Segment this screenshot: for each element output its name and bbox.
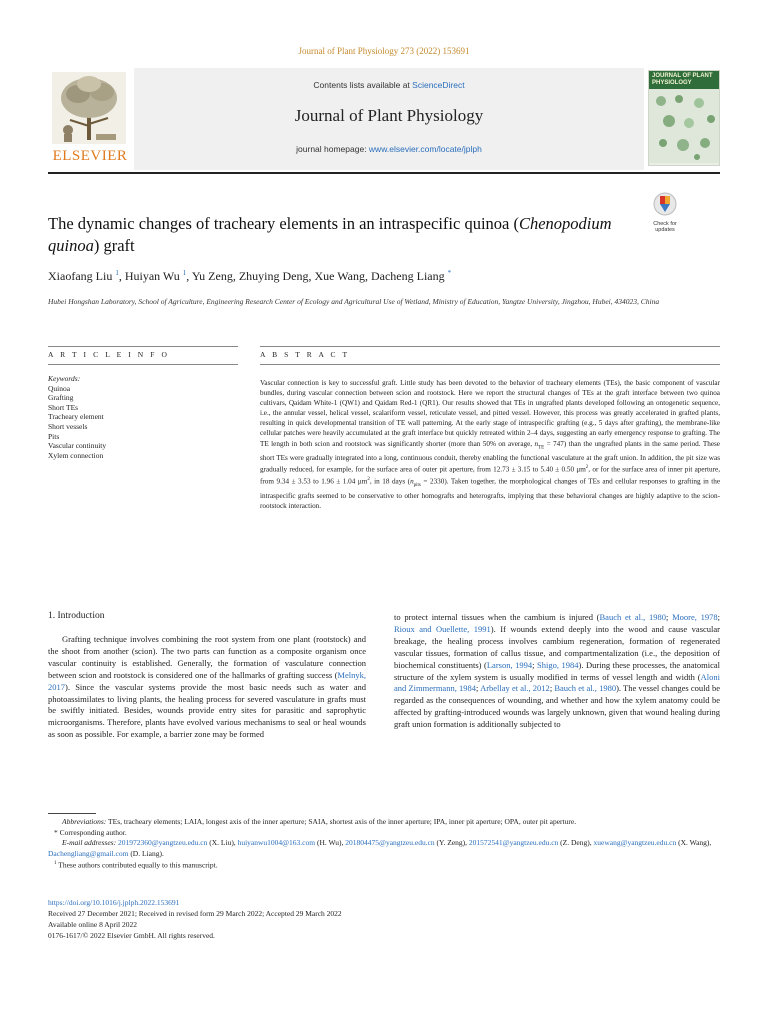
author[interactable]: Huiyan Wu $^1$ bbox=[124, 269, 187, 283]
title-species: Chenopodium quinoa bbox=[48, 214, 612, 255]
keyword: Tracheary element bbox=[48, 412, 104, 422]
available-online: Available online 8 April 2022 bbox=[48, 920, 138, 929]
email-link[interactable]: Dachengliang@gmail.com bbox=[48, 848, 129, 858]
equal-contribution-footnote: $^1$ These authors contributed equally to this manuscript. bbox=[54, 860, 218, 870]
publication-info bbox=[48, 897, 720, 941]
citation-link[interactable]: Rioux and Ouellette, 1991 bbox=[394, 623, 491, 634]
check-for-updates-badge[interactable] bbox=[649, 192, 681, 233]
author[interactable]: Zhuying Deng bbox=[238, 269, 309, 283]
abstract-text: Vascular connection is key to successful graft. Little study has been devoted to the behavior of tracheary elements (TEs), the basic component of vascular bundles, during vascular connection between scion and rootstock. Here we report the structural changes of TEs at the graft interface between two quinoa cultivars, Qaidam White-1 (QW1) and Qaidam Red-1 (QR1). Our results showed that TEs in ungrafted plants developed following an ontogenetic sequence, i.e., the annular vessel, helical vessel, scalariform vessel, reticulate vessel, and pitted vessel. However, this process was greatly accelerated in grafted plants, resulting in quick developmental transition of TE wall patterning. At the early stage of intraspecific grafting (e.g., 5 days after grafting), the membrane-like cellular patches were heavily accumulated at the graft interface but quickly retreated within 2–4 days, suggesting an early emergency response to grafting. The TE length in both scion and rootstock was significantly shorter (more than 50% on average, $n_{TE} = 747$) than the ungrafted plants in the same period. These short TEs were gradually integrated into a long, continuous conduit, thereby enabling the functional vasculature at the graft union. In addition, the pit size was gradually reduced, for example, for the surface area of outer pit aperture, from 12.73 ± 3.15 to 5.40 ± 0.50 $\mu m^2$, or for the surface area of inner pit aperture, from 9.34 ± 3.53 to 1.96 ± 1.04 $\mu m^2$, in 18 days $(n_{pits} = 2330)$. Taken together, the morphological changes of TEs and cellular responses to grafting in the intraspecific grafts seemed to be conservative to other homografts and heterografts, implying that these behavioral changes are highly adaptive to the scion-rootstock interaction. bbox=[260, 379, 721, 510]
footnotes bbox=[48, 817, 720, 871]
journal-header bbox=[48, 68, 720, 170]
author[interactable]: Xiaofang Liu $^1$ bbox=[48, 269, 119, 283]
article-info-label: A R T I C L E I N F O bbox=[48, 350, 170, 359]
running-head: Journal of Plant Physiology 273 (2022) 153691 bbox=[298, 46, 470, 56]
corresponding-author-footnote: * Corresponding author. bbox=[54, 827, 127, 837]
abstract-label: A B S T R A C T bbox=[260, 350, 350, 359]
keyword: Short TEs bbox=[48, 402, 79, 412]
keyword: Grafting bbox=[48, 393, 74, 403]
introduction-column-left: Grafting technique involves combining the root system from one plant (rootstock) and the shoot from another (scion). The two parts can function as a composite organism once vascular continuity is established. Generally, the formation of vasculature connection between scion and rootstock is considered one of the hallmarks of grafting success (Melnyk, 2017). Since the vascular systems provide the most basic needs such as water and photoassimilates to living plants, the healing process for severed vasculature in grafts must be swiftly initiated. Besides, wounds provide entry sites for parasitic and saprophytic microorganisms. Therefore, plants have evolved various mechanisms to seal or heal wounds as soon as possible. For example, a barrier zone may be formed bbox=[48, 634, 366, 740]
keywords-heading: Keywords: bbox=[48, 374, 81, 383]
author[interactable]: Yu Zeng bbox=[191, 269, 233, 283]
crossmark-label: Check for updates bbox=[653, 221, 677, 233]
publisher-logo-text: ELSEVIER bbox=[52, 148, 128, 164]
article-info-top-rule bbox=[48, 346, 238, 347]
email-link[interactable]: huiyanwu1004@163.com bbox=[237, 838, 316, 848]
article-info-bottom-rule bbox=[48, 364, 238, 365]
homepage-line bbox=[134, 144, 644, 154]
email-link[interactable]: 201804475@yangtzeu.edu.cn bbox=[345, 838, 435, 848]
affiliation: Hubei Hongshan Laboratory, School of Agriculture, Engineering Research Center of Ecology and Agricultural Use of Wetland, Ministry of Education, Yangtze University, Jingzhou, Hubei, 434023, China bbox=[48, 297, 660, 306]
citation-link[interactable]: Arbellay et al., 2012 bbox=[480, 683, 550, 694]
keyword: Quinoa bbox=[48, 383, 71, 393]
sciencedirect-link[interactable]: ScienceDirect bbox=[412, 80, 465, 90]
doi-link[interactable]: https://doi.org/10.1016/j.jplph.2022.153691 bbox=[48, 898, 180, 907]
citation-link[interactable]: Bauch et al., 1980 bbox=[554, 683, 617, 694]
email-link[interactable]: xuewang@yangtzeu.edu.cn bbox=[593, 838, 677, 848]
journal-masthead bbox=[134, 68, 644, 170]
author-list: Xiaofang Liu $^1$, Huiyan Wu $^1$, Yu Zeng, Zhuying Deng, Xue Wang, Dacheng Liang * bbox=[48, 269, 452, 283]
title-part-2: ) graft bbox=[93, 236, 135, 255]
citation-link[interactable]: Shigo, 1984 bbox=[537, 659, 579, 670]
masthead-rule bbox=[48, 172, 720, 174]
keyword: Vascular continuity bbox=[48, 441, 107, 451]
abbreviations-footnote: Abbreviations: TEs, tracheary elements; LAIA, longest axis of the inner aperture; SAIA, shortest axis of the inner aperture; IPA, inner pit aperture; OPA, outer pit aperture. bbox=[62, 817, 577, 826]
homepage-link[interactable]: www.elsevier.com/locate/jplph bbox=[368, 144, 482, 154]
copyright-line: 0176-1617/© 2022 Elsevier GmbH. All rights reserved. bbox=[48, 931, 215, 940]
keyword: Short vessels bbox=[48, 421, 88, 431]
contents-prefix: Contents lists available at bbox=[313, 80, 413, 90]
contents-line bbox=[134, 80, 644, 90]
footnote-rule bbox=[48, 813, 96, 814]
keywords-block bbox=[48, 374, 238, 460]
citation-link[interactable]: Melnyk, 2017 bbox=[48, 669, 366, 692]
received-dates: Received 27 December 2021; Received in revised form 29 March 2022; Accepted 29 March 2022 bbox=[48, 909, 342, 918]
cover-image-icon bbox=[649, 89, 720, 163]
introduction-heading: 1. Introduction bbox=[48, 611, 105, 621]
author[interactable]: Dacheng Liang * bbox=[370, 269, 452, 283]
email-footnote: E-mail addresses: 201972360@yangtzeu.edu.cn (X. Liu), huiyanwu1004@163.com (H. Wu), 201804475@yangtzeu.edu.cn (Y. Zeng), 201572541@yangtzeu.edu.cn (Z. Deng), xuewang@yangtzeu.edu.cn (X. Wang), Dachengliang@gmail.com (D. Liang). bbox=[48, 838, 712, 858]
keyword: Xylem connection bbox=[48, 450, 104, 460]
email-link[interactable]: 201572541@yangtzeu.edu.cn bbox=[468, 838, 559, 848]
citation-link[interactable]: Moore, 1978 bbox=[672, 612, 718, 622]
email-link[interactable]: 201972360@yangtzeu.edu.cn bbox=[117, 838, 208, 848]
journal-cover-thumbnail[interactable] bbox=[648, 70, 720, 166]
author[interactable]: Xue Wang bbox=[314, 269, 365, 283]
cover-title: JOURNAL OF PLANT PHYSIOLOGY bbox=[649, 71, 719, 89]
publisher-logo[interactable] bbox=[48, 68, 130, 168]
homepage-prefix: journal homepage: bbox=[296, 144, 369, 154]
keyword: Pits bbox=[48, 431, 60, 441]
abstract-bottom-rule bbox=[260, 364, 720, 365]
citation-link[interactable]: Bauch et al., 1980 bbox=[599, 612, 666, 622]
abstract-top-rule bbox=[260, 346, 720, 347]
citation-link[interactable]: Aloni and Zimmermann, 1984 bbox=[394, 671, 720, 694]
crossmark-icon bbox=[649, 192, 681, 216]
introduction-column-right: to protect internal tissues when the cambium is injured (Bauch et al., 1980; Moore, 1978; Rioux and Ouellette, 1991). If wounds extend deeply into the wood and cause vascular breakage, the healing process involves cambium regeneration, formation of regenerated vascular tissues, formation of callus tissue, and compartmentalization (i.e., the deposition of biochemical constituents) (Larson, 1994; Shigo, 1984). During these processes, the anatomical structure of the xylem system is usually modified in terms of vessel length and width (Aloni and Zimmermann, 1984; Arbellay et al., 2012; Bauch et al., 1980). The vessel changes could be regarded as the consequences of wounding, and whether and how the xylem anatomy could be affected by grafting-introduced wounds was largely unknown, given that wound healing during graft union formation is additionally subjected to bbox=[394, 612, 721, 730]
citation-link[interactable]: Larson, 1994 bbox=[486, 659, 533, 670]
journal-name: Journal of Plant Physiology bbox=[294, 106, 484, 125]
title-part-1: The dynamic changes of tracheary elements in an intraspecific quinoa ( bbox=[48, 214, 519, 233]
article-title bbox=[48, 213, 648, 257]
